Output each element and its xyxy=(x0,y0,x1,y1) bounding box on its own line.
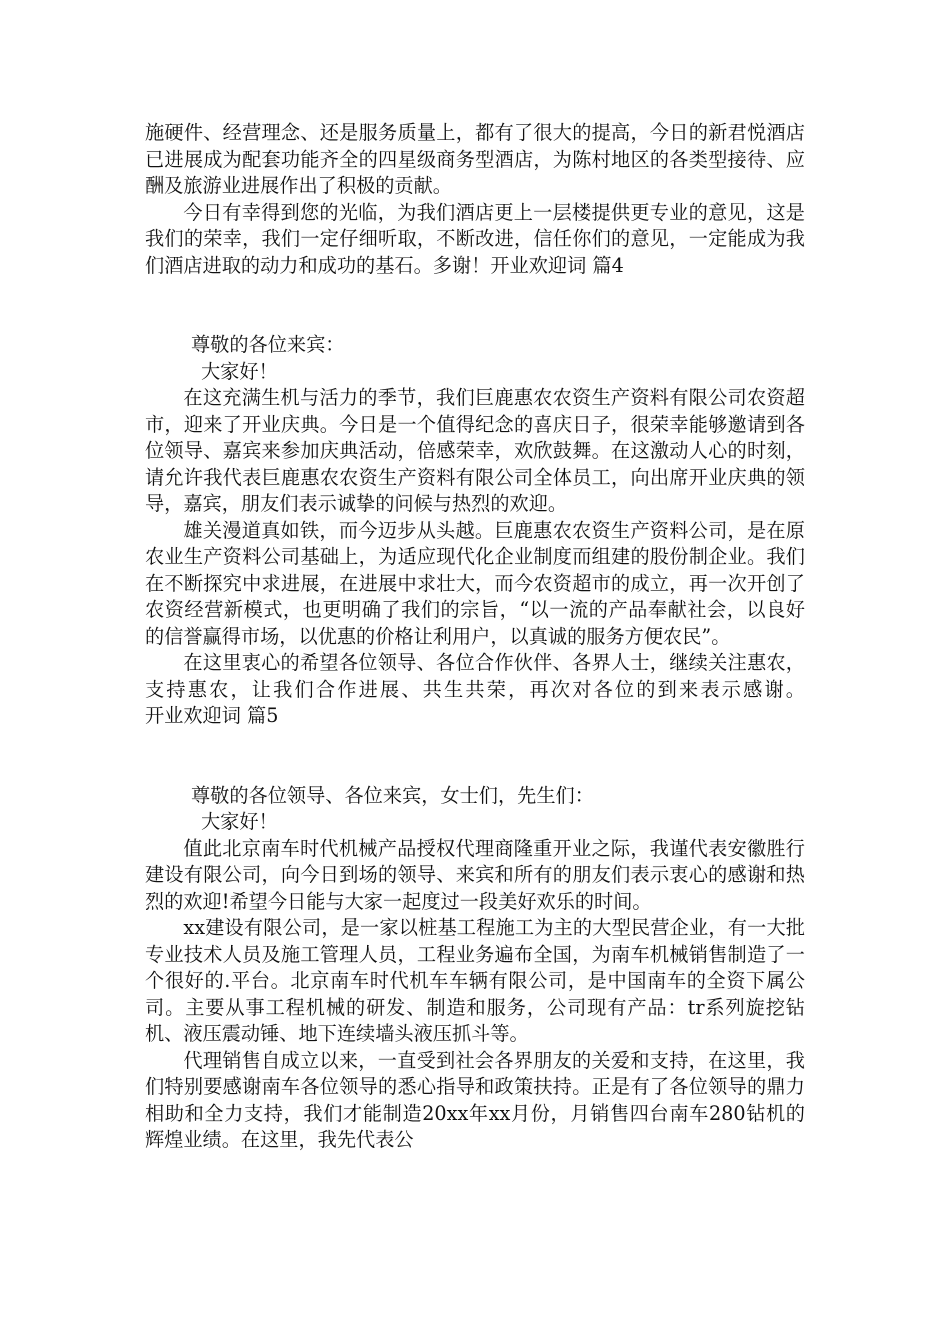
section-gap xyxy=(145,279,805,332)
greeting: 大家好！ xyxy=(201,810,278,833)
paragraph: 代理销售自成立以来，一直受到社会各界朋友的关爱和支持，在这里，我们特别要感谢南车各位领导的悉心指导和政策扶持。正是有了各位领导的鼎力相助和全力支持，我们才能制造20xx年xx月份，月销售四台南车280钻机的辉煌业绩。在这里，我先代表公 xyxy=(145,1048,805,1151)
paragraph-text: 在这里衷心的希望各位领导、各位合作伙伴、各界人士，继续关注惠农，支持惠农，让我们合作进展、共生共荣，再次对各位的到来表示感谢。 xyxy=(145,651,805,701)
salutation: 尊敬的各位领导、各位来宾，女士们，先生们： xyxy=(191,783,594,807)
paragraph: xx建设有限公司，是一家以桩基工程施工为主的大型民营企业，有一大批专业技术人员及施工管理人员，工程业务遍布全国，为南车机械销售制造了一个很好的.平台。北京南车时代机车车辆有限公司，是中国南车的全资下属公司。主要从事工程机械的研发、制造和服务，公司现有产品：tr系列旋挖钻机、液压震动锤、地下连续墙头液压抓斗等。 xyxy=(145,916,805,1045)
salutation: 尊敬的各位来宾： xyxy=(191,333,345,356)
paragraph xyxy=(145,200,805,280)
section-title: 开业欢迎词 篇4 xyxy=(490,253,624,277)
paragraph: 施硬件、经营理念、还是服务质量上，都有了很大的提高，今日的新君悦酒店已进展成为配套功能齐全的四星级商务型酒店，为陈村地区的各类型接待、应酬及旅游业进展作出了积极的贡献。 xyxy=(145,121,805,197)
paragraph xyxy=(145,650,805,730)
section-gap xyxy=(145,730,805,783)
paragraph: 雄关漫道真如铁，而今迈步从头越。巨鹿惠农农资生产资料公司，是在原农业生产资料公司基础上，为适应现代化企业制度而组建的股份制企业。我们在不断探究中求进展，在进展中求壮大，而今农资超市的成立，再一次开创了农资经营新模式，也更明确了我们的宗旨，“以一流的产品奉献社会，以良好的信誉赢得市场，以优惠的价格让利用户，以真诚的服务方便农民”。 xyxy=(145,518,805,648)
section-title: 开业欢迎词 篇5 xyxy=(145,704,279,727)
greeting: 大家好！ xyxy=(201,359,278,383)
paragraph: 在这充满生机与活力的季节，我们巨鹿惠农农资生产资料有限公司农资超市，迎来了开业庆典。今日是一个值得纪念的喜庆日子，很荣幸能够邀请到各位领导、嘉宾来参加庆典活动，倍感荣幸，欢欣鼓舞。在这激动人心的时刻，请允许我代表巨鹿惠农农资生产资料有限公司全体员工，向出席开业庆典的领导，嘉宾，朋友们表示诚挚的问候与热烈的欢迎。 xyxy=(145,386,805,515)
paragraph-text: 今日有幸得到您的光临，为我们酒店更上一层楼提供更专业的意见，这是我们的荣幸，我们一定仔细听取，不断改进，信任你们的意见，一定能成为我们酒店进取的动力和成功的基石。多谢！ xyxy=(145,200,805,277)
paragraph: 值此北京南车时代机械产品授权代理商隆重开业之际，我谨代表安徽胜行建设有限公司，向今日到场的领导、来宾和所有的朋友们表示衷心的感谢和热烈的欢迎!希望今日能与大家一起度过一段美好欢乐的时间。 xyxy=(145,836,805,913)
document-page xyxy=(145,120,805,1154)
